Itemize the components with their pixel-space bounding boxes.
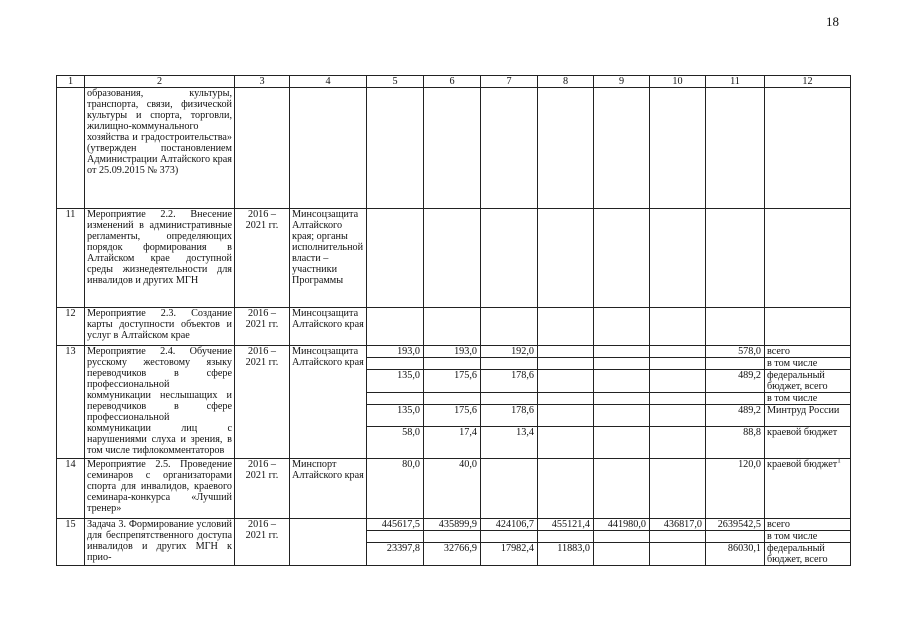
executor: Минсоцзащита Алтайского края: [290, 346, 367, 459]
executor: Минсоцзащита Алтайского края; органы исполнительной власти – участники Программы: [290, 209, 367, 308]
value-2018: 178,6: [481, 405, 538, 427]
col-header: 5: [367, 76, 424, 88]
col-header: 7: [481, 76, 538, 88]
value-2020: 441980,0: [594, 519, 650, 531]
activity-description: Мероприятие 2.2. Внесение изменений в административные регламенты, определяющих порядок формирования в Алтайском крае доступной среды жизнедеятельности для инвалидов и других МГН: [85, 209, 235, 308]
row-number: 15: [57, 519, 85, 566]
col-header: 8: [538, 76, 594, 88]
value-2017: 17,4: [424, 427, 481, 459]
funding-source: федеральный бюджет, всего: [765, 543, 851, 566]
table-row: [57, 88, 851, 209]
funding-source: в том числе: [765, 531, 851, 543]
value-2019: 11883,0: [538, 543, 594, 566]
value-2018: 17982,4: [481, 543, 538, 566]
table-row: [57, 459, 851, 519]
activity-description: Задача 3. Формирование условий для беспрепятственного доступа инвалидов и других МГН к прио-: [85, 519, 235, 566]
value-total: 489,2: [706, 405, 765, 427]
footnote-mark: 1: [837, 458, 841, 465]
row-number: 11: [57, 209, 85, 308]
funding-source: федеральный бюджет, всего: [765, 370, 851, 393]
value-2016: 58,0: [367, 427, 424, 459]
table-row: [57, 519, 851, 531]
funding-source: краевой бюджет: [765, 427, 851, 459]
value-2018: 13,4: [481, 427, 538, 459]
table-row: [57, 346, 851, 358]
activity-description: Мероприятие 2.4. Обучение русскому жестовому языку переводчиков в сфере профессиональной коммуникации неслышащих и переводчиков в сфере профессиональной коммуникации лиц с нарушениями слуха и зрения, в том числе тифлокомментаторов: [85, 346, 235, 459]
value-total: 86030,1: [706, 543, 765, 566]
row-number: 12: [57, 308, 85, 346]
funding-source: [765, 459, 851, 519]
executor: Минсоцзащита Алтайского края: [290, 308, 367, 346]
col-header: 10: [650, 76, 706, 88]
value-2021: [650, 543, 706, 566]
program-activities-table: [56, 75, 851, 566]
value-2017: 40,0: [424, 459, 481, 519]
col-header: 12: [765, 76, 851, 88]
col-header: 4: [290, 76, 367, 88]
table-row: [57, 209, 851, 308]
col-header: 6: [424, 76, 481, 88]
value-2016: 193,0: [367, 346, 424, 358]
value-2020: [594, 543, 650, 566]
row-number: 13: [57, 346, 85, 459]
col-header: 3: [235, 76, 290, 88]
funding-source: в том числе: [765, 393, 851, 405]
value-total: 120,0: [706, 459, 765, 519]
period: 2016 – 2021 гг.: [235, 519, 290, 566]
column-number-row: [57, 76, 851, 88]
value-2018: 192,0: [481, 346, 538, 358]
value-2017: 435899,9: [424, 519, 481, 531]
value-2018: 424106,7: [481, 519, 538, 531]
funding-source: в том числе: [765, 358, 851, 370]
col-header: 2: [85, 76, 235, 88]
value-2016: 445617,5: [367, 519, 424, 531]
value-total: 578,0: [706, 346, 765, 358]
funding-source: всего: [765, 346, 851, 358]
value-2019: 455121,4: [538, 519, 594, 531]
activity-description: Мероприятие 2.5. Проведение семинаров с организаторами спорта для инвалидов, краевого семинара-конкурса «Лучший тренер»: [85, 459, 235, 519]
value-total: 2639542,5: [706, 519, 765, 531]
executor: Минспорт Алтайского края: [290, 459, 367, 519]
period: 2016 – 2021 гг.: [235, 209, 290, 308]
value-2018: 178,6: [481, 370, 538, 393]
value-2017: 193,0: [424, 346, 481, 358]
value-2016: 135,0: [367, 405, 424, 427]
col-header: 9: [594, 76, 650, 88]
period: 2016 – 2021 гг.: [235, 308, 290, 346]
col-header: 1: [57, 76, 85, 88]
table-row: [57, 308, 851, 346]
page-number: 18: [826, 14, 839, 29]
value-2021: 436817,0: [650, 519, 706, 531]
funding-source: всего: [765, 519, 851, 531]
value-2017: 175,6: [424, 405, 481, 427]
col-header: 11: [706, 76, 765, 88]
period: 2016 – 2021 гг.: [235, 346, 290, 459]
value-total: 489,2: [706, 370, 765, 393]
value-2016: 80,0: [367, 459, 424, 519]
activity-description: Мероприятие 2.3. Создание карты доступности объектов и услуг в Алтайском крае: [85, 308, 235, 346]
value-total: 88,8: [706, 427, 765, 459]
row-number: 14: [57, 459, 85, 519]
value-2017: 32766,9: [424, 543, 481, 566]
activity-description: образования, культуры, транспорта, связи, физической культуры и спорта, торговли, жилищно-коммунального хозяйства и градостроительства» (утвержден постановлением Администрации Алтайского края от 25.09.2015 № 373): [85, 88, 235, 209]
funding-source-text: краевой бюджет: [767, 459, 838, 470]
funding-source: Минтруд России: [765, 405, 851, 427]
value-2016: 135,0: [367, 370, 424, 393]
value-2016: 23397,8: [367, 543, 424, 566]
value-2017: 175,6: [424, 370, 481, 393]
period: 2016 – 2021 гг.: [235, 459, 290, 519]
